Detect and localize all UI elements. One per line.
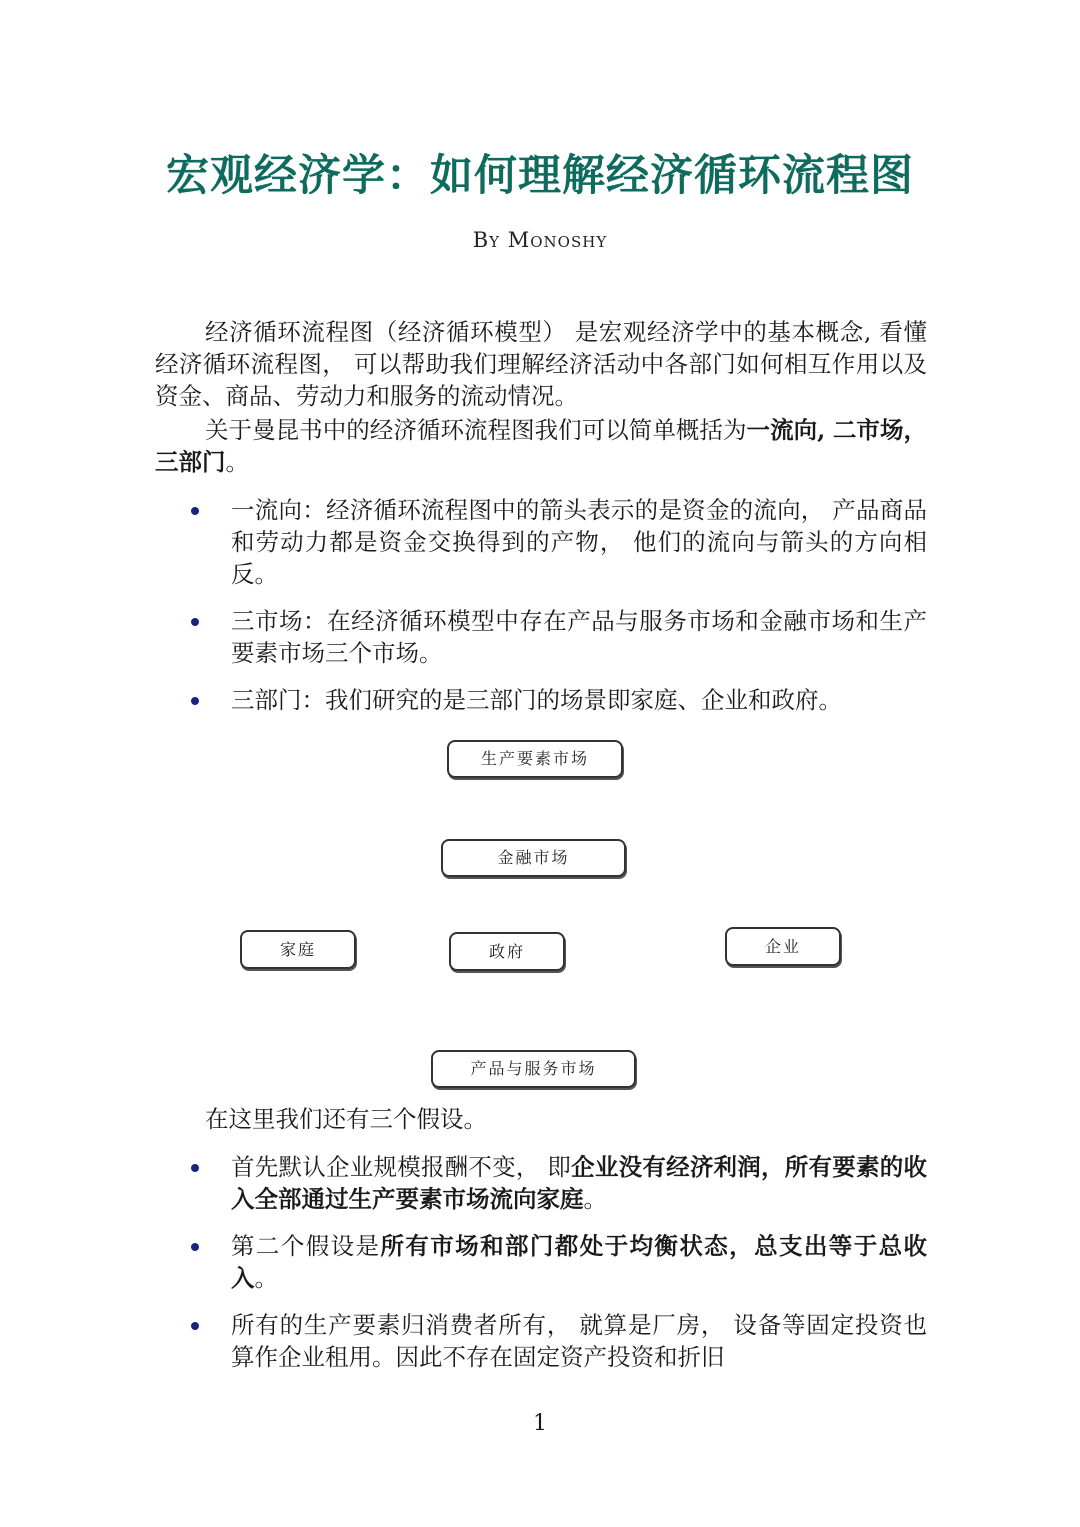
bullet-icon (191, 1322, 199, 1330)
list-item: 首先默认企业规模报酬不变， 即企业没有经济利润，所有要素的收入全部通过生产要素市场流向家庭。 (155, 1151, 927, 1215)
government-box: 政府 (449, 932, 565, 971)
assumptions-intro: 在这里我们还有三个假设。 (205, 1105, 487, 1133)
summary-paragraph (155, 414, 927, 478)
bullet-icon (191, 618, 199, 626)
list-item: 第二个假设是所有市场和部门都处于均衡状态，总支出等于总收入。 (155, 1230, 927, 1294)
household-box: 家庭 (240, 930, 356, 969)
page-number: 1 (533, 1411, 547, 1436)
list-item: 三市场：在经济循环模型中存在产品与服务市场和金融市场和生产要素市场三个市场。 (155, 605, 927, 669)
summary-end: 。 (225, 448, 249, 476)
summary-bold-3: 三部门 (155, 448, 226, 476)
firm-box: 企业 (725, 927, 841, 966)
concept-list (155, 494, 927, 716)
bullet-icon (191, 1164, 199, 1172)
author-byline: By Monoshy (472, 228, 608, 252)
page-title: 宏观经济学：如何理解经济循环流程图 (166, 151, 914, 201)
list-item: 一流向：经济循环流程图中的箭头表示的是资金的流向， 产品商品和劳动力都是资金交换得到的产物， 他们的流向与箭头的方向相反。 (155, 494, 927, 590)
bullet-icon (191, 697, 199, 705)
list-item: 所有的生产要素归消费者所有， 就算是厂房， 设备等固定投资也算作企业租用。因此不存在固定资产投资和折旧 (155, 1309, 927, 1373)
summary-prefix: 关于曼昆书中的经济循环流程图我们可以简单概括为 (205, 416, 747, 444)
summary-bold-2: 二市场， (832, 416, 928, 444)
bullet-icon (191, 507, 199, 515)
summary-bold-1: 一流向, (746, 416, 826, 444)
intro-paragraph: 经济循环流程图（经济循环模型） 是宏观经济学中的基本概念, 看懂经济循环流程图， 可以帮助我们理解经济活动中各部门如何相互作用以及资金、商品、劳动力和服务的流动情况。 (155, 318, 927, 410)
goods-market-box: 产品与服务市场 (431, 1050, 636, 1088)
list-item: 三部门：我们研究的是三部门的场景即家庭、企业和政府。 (155, 684, 927, 716)
factor-market-box: 生产要素市场 (447, 740, 623, 778)
financial-market-box: 金融市场 (441, 839, 626, 877)
bullet-icon (191, 1243, 199, 1251)
assumption-list (155, 1151, 927, 1373)
